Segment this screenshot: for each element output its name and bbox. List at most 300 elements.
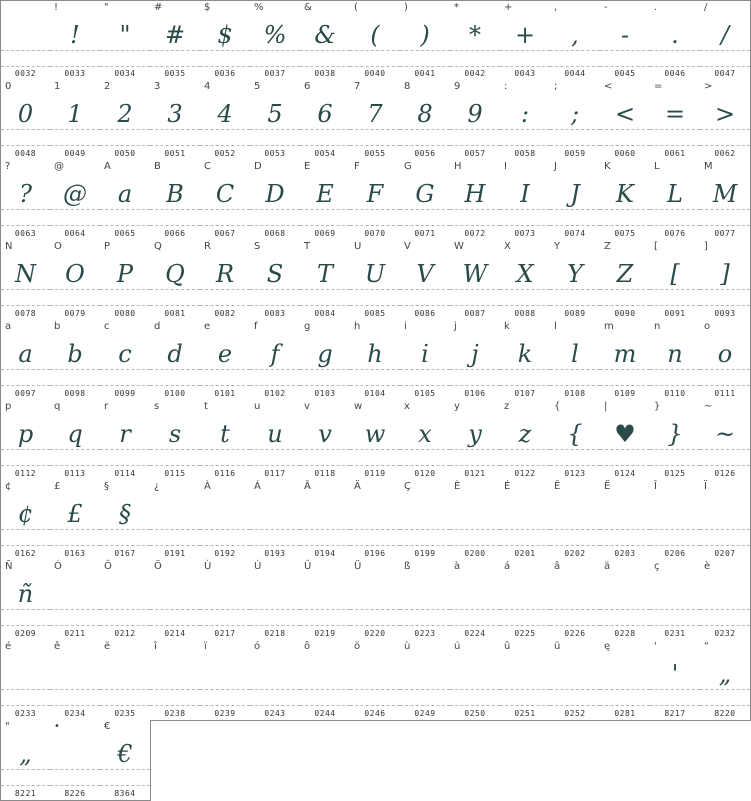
char-code: 0223 [414,629,436,638]
glyph-sample: ( [370,21,380,49]
char-code: 0118 [314,469,336,478]
glyph-sample [250,493,300,535]
char-code: 0091 [664,309,686,318]
char-code: 0050 [114,149,136,158]
glyph-cell [200,400,251,481]
glyph-sample [500,653,550,695]
glyph-sample: 7 [367,100,383,128]
char-code: 0228 [614,629,636,638]
glyph-cell [350,160,401,241]
glyph-cell [300,160,351,241]
char-code: 0120 [414,469,436,478]
glyph-cell [550,320,601,401]
char-code: 0082 [214,309,236,318]
descender-guide [150,305,200,306]
glyph-sample: : [520,100,530,128]
char-code: 0191 [164,549,186,558]
descender-guide [350,625,400,626]
char-label: 5 [254,81,261,92]
descender-guide [350,66,400,67]
glyph-cell [400,240,451,321]
glyph-cell [550,160,601,241]
glyph-sample [450,493,500,535]
glyph-sample: € [117,740,133,768]
glyph-sample: K [616,180,634,208]
char-code: 0049 [64,149,86,158]
char-code: 0059 [564,149,586,158]
char-label: ä [604,561,611,572]
char-code: 0040 [364,69,386,78]
char-code: 0203 [614,549,636,558]
char-label: $ [204,2,211,13]
glyph-cell [200,320,251,401]
glyph-cell [250,640,301,721]
descender-guide [700,385,750,386]
descender-guide [400,225,450,226]
descender-guide [100,385,150,386]
char-code: 0209 [14,629,37,638]
glyph-sample: N [15,260,36,288]
char-code: 0047 [714,69,736,78]
descender-guide [500,145,550,146]
char-label: Î [654,481,657,492]
descender-guide [600,705,650,706]
glyph-cell [300,240,351,321]
char-code: 0038 [314,69,336,78]
descender-guide [50,785,100,786]
char-label: t [204,401,208,412]
glyph-sample: 4 [217,100,233,128]
char-code: 0199 [414,549,436,558]
char-label: f [254,321,258,332]
glyph-sample [350,573,400,615]
char-label: [ [654,241,658,252]
glyph-sample: { [567,420,583,448]
char-code: 0090 [614,309,636,318]
glyph-sample: h [367,340,383,368]
char-code: 0080 [114,309,136,318]
descender-guide [350,225,400,226]
descender-guide [50,225,100,226]
glyph-cell [650,400,701,481]
descender-guide [100,145,150,146]
char-code: 0064 [64,229,86,238]
glyph-sample: v [318,420,332,448]
descender-guide [150,705,200,706]
descender-guide [100,66,150,67]
descender-guide [400,66,450,67]
descender-guide [1,785,50,786]
descender-guide [500,305,550,306]
glyph-sample: g [317,340,333,368]
descender-guide [250,225,300,226]
char-label: D [254,161,262,172]
glyph-sample: M [712,180,738,208]
char-label: à [454,561,461,572]
descender-guide [50,625,100,626]
descender-guide [200,66,250,67]
char-label: F [354,161,360,172]
descender-guide [50,66,100,67]
glyph-cell [100,640,151,721]
char-code: 8221 [14,789,37,798]
descender-guide [600,625,650,626]
descender-guide [50,145,100,146]
glyph-sample [1,14,50,56]
descender-guide [150,385,200,386]
glyph-cell [100,320,151,401]
glyph-sample: G [415,180,435,208]
glyph-cell [700,160,751,241]
char-code: 0043 [514,69,536,78]
glyph-cell [450,400,501,481]
descender-guide [650,465,700,466]
char-label: Z [604,241,611,252]
char-code: 8364 [114,789,136,798]
glyph-sample: V [416,260,434,288]
descender-guide [300,385,350,386]
descender-guide [1,66,50,67]
descender-guide [650,625,700,626]
descender-guide [350,705,400,706]
char-code: 0200 [464,549,486,558]
char-code: 0035 [164,69,186,78]
char-code: 0126 [714,469,736,478]
glyph-sample: c [118,340,132,368]
descender-guide [550,385,600,386]
glyph-sample: P [116,260,134,288]
descender-guide [250,705,300,706]
glyph-cell [350,240,401,321]
char-code: 0066 [164,229,186,238]
char-label: ; [554,81,558,92]
glyph-cell [600,0,651,81]
glyph-cell [450,80,501,161]
descender-guide [500,465,550,466]
char-code: 0051 [164,149,186,158]
char-label: Ê [554,481,561,492]
glyph-sample [200,573,250,615]
char-label: Y [554,241,561,252]
glyph-sample: § [119,500,131,528]
descender-guide [700,705,750,706]
descender-guide [450,545,500,546]
char-label: { [554,401,561,412]
char-code: 0196 [364,549,386,558]
glyph-sample: / [720,21,730,49]
glyph-cell [100,400,151,481]
glyph-sample [650,573,700,615]
char-label: Ó [54,561,62,572]
glyph-sample: # [164,21,186,49]
glyph-cell [250,320,301,401]
char-code: 0089 [564,309,586,318]
char-label: v [304,401,310,412]
glyph-sample [600,493,650,535]
char-code: 0093 [714,309,736,318]
char-label: b [54,321,61,332]
descender-guide [100,465,150,466]
glyph-sample: E [316,180,334,208]
descender-guide [400,545,450,546]
glyph-cell [650,160,701,241]
char-code: 0107 [514,389,536,398]
char-label: A [104,161,111,172]
glyph-cell [50,640,101,721]
char-code: 0217 [214,629,236,638]
char-code: 0045 [614,69,636,78]
char-code: 0054 [314,149,336,158]
glyph-cell [700,480,751,561]
glyph-sample [200,653,250,695]
glyph-cell [450,160,501,241]
descender-guide [300,145,350,146]
char-code: 0218 [264,629,286,638]
char-code: 8220 [714,709,736,718]
char-label: U [354,241,362,252]
descender-guide [650,145,700,146]
descender-guide [700,145,750,146]
glyph-sample: o [717,340,733,368]
char-code: 0220 [364,629,386,638]
descender-guide [450,305,500,306]
glyph-cell [250,0,301,81]
char-code: 0056 [414,149,436,158]
glyph-cell [450,560,501,641]
char-code: 0079 [64,309,86,318]
glyph-cell [400,560,451,641]
glyph-sample: ! [70,21,80,49]
char-code: 0075 [614,229,636,238]
glyph-cell [300,400,351,481]
descender-guide [500,385,550,386]
char-code: 0061 [664,149,686,158]
descender-guide [600,66,650,67]
descender-guide [150,225,200,226]
char-code: 0077 [714,229,736,238]
descender-guide [450,225,500,226]
glyph-cell [600,160,651,241]
glyph-sample: ♥ [614,420,636,448]
char-label: X [504,241,511,252]
descender-guide [150,465,200,466]
char-label: * [454,2,459,13]
glyph-cell [50,480,101,561]
char-label: ï [204,641,207,652]
char-label: Ô [104,561,112,572]
char-label: î [154,641,157,652]
glyph-sample: 9 [467,100,483,128]
descender-guide [500,225,550,226]
descender-guide [450,66,500,67]
char-label: È [454,481,461,492]
descender-guide [400,465,450,466]
glyph-sample [300,573,350,615]
glyph-sample: y [468,420,482,448]
descender-guide [1,545,50,546]
char-label: + [504,2,513,13]
char-code: 0163 [64,549,86,558]
char-code: 0062 [714,149,736,158]
glyph-cell [600,400,651,481]
glyph-cell [200,160,251,241]
char-label: e [204,321,211,332]
glyph-sample: O [65,260,85,288]
glyph-cell [50,400,101,481]
char-code: 0041 [414,69,436,78]
char-label: ú [454,641,461,652]
char-code: 0243 [264,709,286,718]
char-code: 0088 [514,309,536,318]
char-label: é [5,641,12,652]
glyph-cell [250,400,301,481]
char-label: E [304,161,311,172]
glyph-cell [550,240,601,321]
glyph-cell [500,400,551,481]
char-label: w [354,401,363,412]
glyph-sample: d [167,340,183,368]
glyph-sample [300,653,350,695]
char-label: 9 [454,81,461,92]
descender-guide [400,145,450,146]
glyph-sample: e [217,340,233,368]
char-code: 0207 [714,549,736,558]
descender-guide [450,145,500,146]
char-code: 0105 [414,389,436,398]
char-label: ù [404,641,411,652]
char-label: ë [104,641,111,652]
char-label: " [104,2,109,13]
char-label: ç [654,561,660,572]
char-label: > [704,81,713,92]
char-label: Ï [704,481,707,492]
glyph-sample [400,493,450,535]
char-label: G [404,161,412,172]
char-code: 0060 [614,149,636,158]
char-label: ß [404,561,411,572]
char-code: 0235 [114,709,136,718]
glyph-sample: Y [567,260,583,288]
glyph-sample [50,573,100,615]
char-label: p [5,401,12,412]
glyph-cell [150,400,201,481]
char-code: 0212 [114,629,136,638]
glyph-sample: R [215,260,235,288]
descender-guide [1,385,50,386]
descender-guide [200,705,250,706]
glyph-sample [350,653,400,695]
descender-guide [700,465,750,466]
char-code: 0044 [564,69,586,78]
descender-guide [500,625,550,626]
descender-guide [550,705,600,706]
glyph-sample [150,653,200,695]
char-label: J [554,161,557,172]
descender-guide [550,305,600,306]
char-code: 0083 [264,309,286,318]
glyph-cell [600,80,651,161]
char-code: 0114 [114,469,136,478]
glyph-cell [550,80,601,161]
char-code: 0097 [14,389,37,398]
descender-guide [50,545,100,546]
char-label: Ö [154,561,162,572]
char-label: á [504,561,511,572]
char-label: 8 [404,81,411,92]
glyph-sample: l [571,340,579,368]
char-label: 3 [154,81,161,92]
char-label: 7 [354,81,361,92]
char-label: 6 [304,81,311,92]
char-label: " [5,721,10,732]
char-code: 0214 [164,629,186,638]
descender-guide [350,545,400,546]
char-label: Ñ [5,561,13,572]
char-label: % [254,2,264,13]
glyph-cell [350,80,401,161]
glyph-cell [500,80,551,161]
glyph-cell [550,480,601,561]
char-code: 0102 [264,389,286,398]
char-code: 0119 [364,469,386,478]
char-label: Û [304,561,312,572]
glyph-sample: L [667,180,683,208]
char-label: Ú [254,561,262,572]
glyph-cell [300,560,351,641]
glyph-sample: 2 [117,100,133,128]
descender-guide [150,625,200,626]
char-code: 0124 [614,469,636,478]
glyph-sample [700,573,750,615]
descender-guide [600,545,650,546]
glyph-cell [500,0,551,81]
glyph-sample [50,733,100,775]
char-code: 0068 [264,229,286,238]
glyph-sample [550,653,600,695]
char-code: 0206 [664,549,686,558]
char-label: u [254,401,261,412]
char-label: q [54,401,61,412]
glyph-cell [150,560,201,641]
descender-guide [450,705,500,706]
descender-guide [550,225,600,226]
glyph-cell [500,240,551,321]
glyph-cell [50,240,101,321]
char-code: 0115 [164,469,186,478]
char-label: Ü [354,561,362,572]
glyph-cell [50,560,101,641]
glyph-cell [250,240,301,321]
glyph-cell [200,0,251,81]
char-label: , [554,2,558,13]
descender-guide [600,305,650,306]
glyph-cell [400,640,451,721]
descender-guide [400,385,450,386]
glyph-sample [250,653,300,695]
glyph-cell [650,640,701,721]
char-code: 0251 [514,709,536,718]
char-code: 0123 [564,469,586,478]
glyph-sample [150,493,200,535]
char-label: @ [54,161,64,172]
glyph-sample [50,653,100,695]
glyph-cell [350,640,401,721]
char-code: 0055 [364,149,386,158]
char-code: 0232 [714,629,736,638]
char-label: Á [254,481,261,492]
glyph-cell [50,720,101,801]
descender-guide [1,465,50,466]
